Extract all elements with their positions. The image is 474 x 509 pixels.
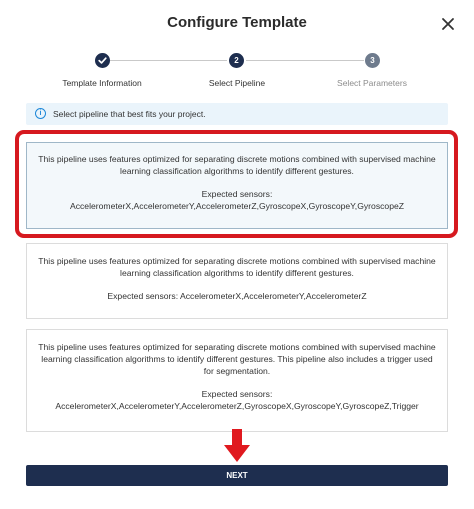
sensors-list: AccelerometerX,AccelerometerY,AccelerometerZ,GyroscopeX,GyroscopeY,GyroscopeZ,Trigger <box>55 401 419 411</box>
next-button[interactable]: NEXT <box>26 465 448 486</box>
step-1-label: Template Information <box>62 78 142 88</box>
selection-highlight <box>15 130 458 238</box>
info-text: Select pipeline that best fits your project. <box>53 109 206 119</box>
step-2-circle: 2 <box>229 53 244 68</box>
sensors-label: Expected sensors: <box>201 389 273 399</box>
pipeline-description: This pipeline uses features optimized for separating discrete motions combined with supervised machine learning classification algorithms to identify different gestures. This pipeline also includes a trigger used for segmentation. <box>38 342 436 376</box>
pipeline-description: This pipeline uses features optimized for separating discrete motions combined with supervised machine learning classification algorithms to identify different gestures. <box>38 256 436 278</box>
dialog-title: Configure Template <box>167 14 307 31</box>
arrow-down-icon <box>227 429 247 463</box>
sensors-line: Expected sensors: AccelerometerX,AccelerometerY,AccelerometerZ <box>107 291 367 301</box>
sensors-label: Expected sensors: <box>201 189 273 199</box>
pipeline-option-3[interactable] <box>26 329 448 432</box>
step-3-label: Select Parameters <box>337 78 407 88</box>
check-icon <box>95 53 110 68</box>
pipeline-description: This pipeline uses features optimized for separating discrete motions combined with supervised machine learning classification algorithms to identify different gestures. <box>38 154 436 176</box>
step-2-label: Select Pipeline <box>208 78 266 88</box>
stepper <box>0 52 474 92</box>
step-1-circle <box>95 53 110 68</box>
info-icon: i <box>35 108 46 119</box>
step-connector <box>110 60 227 61</box>
step-connector <box>246 60 364 61</box>
step-3-circle: 3 <box>365 53 380 68</box>
info-banner <box>26 103 448 125</box>
sensors-list: AccelerometerX,AccelerometerY,AccelerometerZ,GyroscopeX,GyroscopeY,GyroscopeZ <box>69 201 405 211</box>
close-icon[interactable] <box>438 14 458 34</box>
pipeline-option-2[interactable] <box>26 243 448 319</box>
